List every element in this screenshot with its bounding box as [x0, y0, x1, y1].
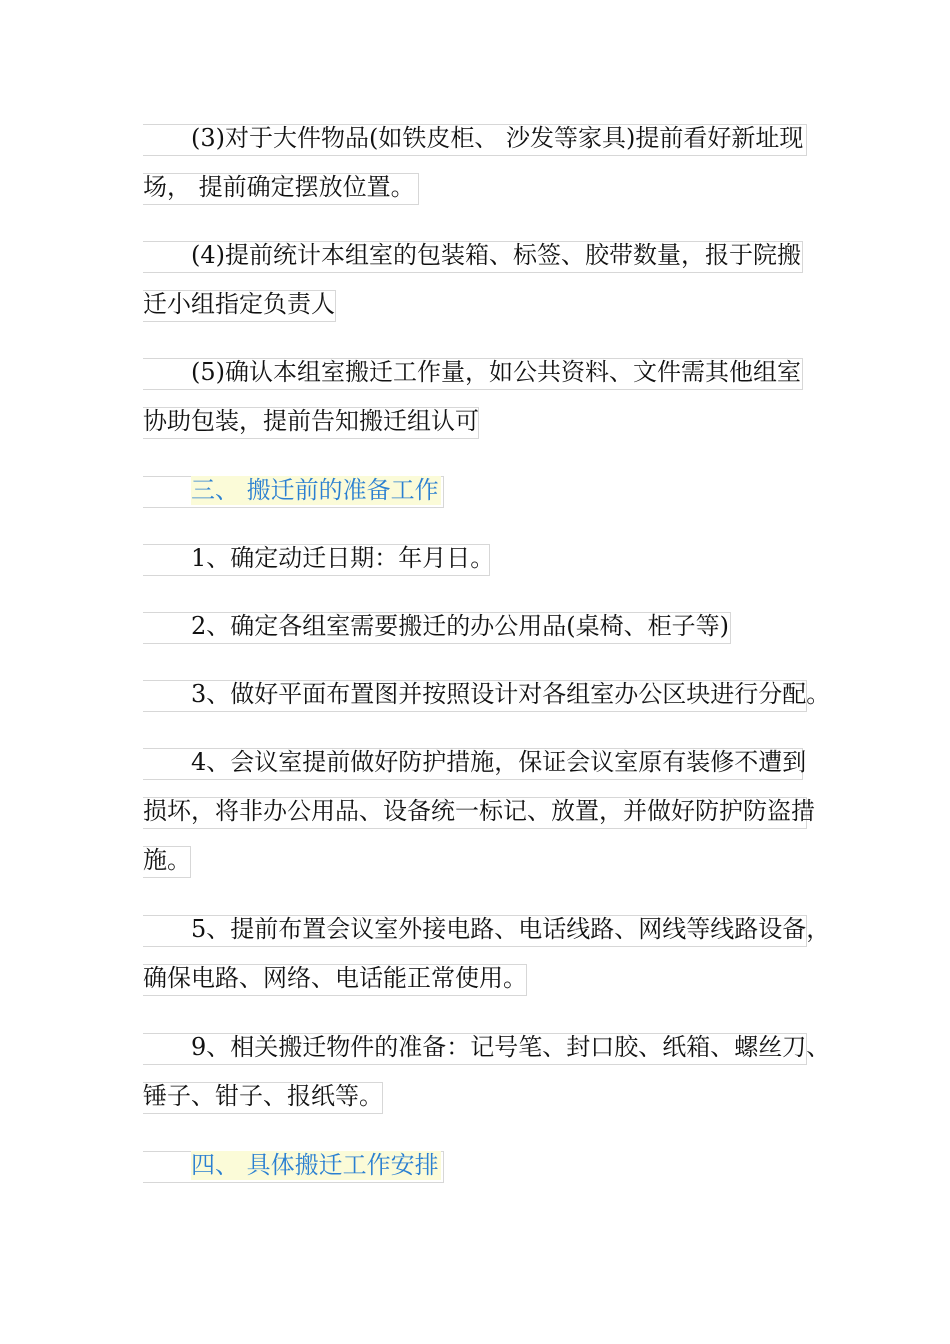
paragraph-line — [143, 407, 479, 439]
list-item — [143, 915, 831, 947]
list-item-continuation — [143, 1082, 383, 1114]
section-heading-text: 三、 搬迁前的准备工作 — [191, 476, 439, 504]
list-item-continuation — [143, 846, 191, 878]
paragraph-text: 场， 提前确定摆放位置。 — [143, 173, 415, 201]
paragraph-line — [143, 358, 803, 390]
list-item-text: 确保电路、网络、电话能正常使用。 — [143, 964, 527, 992]
list-item — [143, 612, 731, 644]
list-item — [143, 680, 831, 712]
list-item-text: 锤子、钳子、报纸等。 — [143, 1082, 383, 1110]
paragraph-line — [143, 124, 807, 156]
section-heading-4 — [143, 1151, 444, 1183]
list-item-continuation — [143, 797, 815, 829]
paragraph-line — [143, 173, 419, 205]
section-heading-3 — [143, 476, 444, 508]
paragraph-text: (5)确认本组室搬迁工作量，如公共资料、文件需其他组室 — [191, 358, 801, 386]
list-item — [143, 544, 495, 576]
list-item-continuation — [143, 964, 527, 996]
list-item-text: 2、确定各组室需要搬迁的办公用品(桌椅、柜子等) — [191, 612, 729, 640]
list-item — [143, 748, 807, 780]
section-heading-text: 四、 具体搬迁工作安排 — [191, 1151, 439, 1179]
paragraph-text: (3)对于大件物品(如铁皮柜、 沙发等家具)提前看好新址现 — [191, 124, 804, 152]
list-item — [143, 1033, 831, 1065]
paragraph-line — [143, 241, 803, 273]
list-item-text: 4、会议室提前做好防护措施，保证会议室原有装修不遭到 — [191, 748, 807, 776]
list-item-text: 施。 — [143, 846, 191, 874]
list-item-text: 9、相关搬迁物件的准备：记号笔、封口胶、纸箱、螺丝刀、 — [191, 1033, 831, 1061]
paragraph-text: (4)提前统计本组室的包装箱、标签、胶带数量，报于院搬 — [191, 241, 801, 269]
paragraph-text: 迁小组指定负责人 — [143, 290, 335, 318]
list-item-text: 1、确定动迁日期：年月日。 — [191, 544, 495, 572]
list-item-text: 5、提前布置会议室外接电路、电话线路、网线等线路设备， — [191, 915, 831, 943]
paragraph-text: 协助包装，提前告知搬迁组认可 — [143, 407, 479, 435]
paragraph-line — [143, 290, 336, 322]
list-item-text: 3、做好平面布置图并按照设计对各组室办公区块进行分配。 — [191, 680, 831, 708]
list-item-text: 损坏，将非办公用品、设备统一标记、放置，并做好防护防盗措 — [143, 797, 815, 825]
